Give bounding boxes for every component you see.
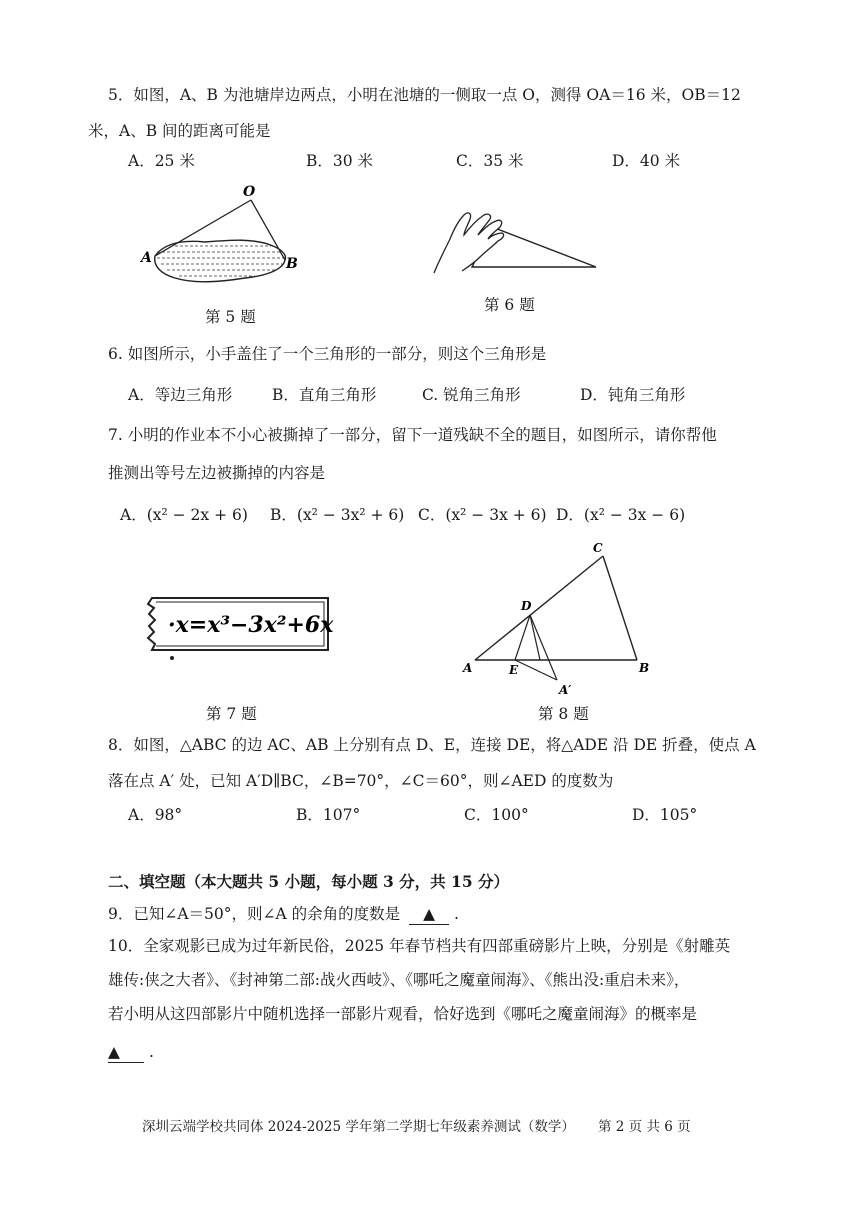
q10-answer-blank: ▲ xyxy=(108,1043,144,1063)
figure-8-label-b: B xyxy=(639,661,650,675)
figure-8-caption: 第 8 题 xyxy=(538,705,589,723)
q5-text-line1: 5．如图，A、B 为池塘岸边两点，小明在池塘的一侧取一点 O，测得 OA＝16 米，OB＝12 xyxy=(108,86,741,104)
q8-option-a: A．98° xyxy=(128,806,183,824)
q5-option-a: A．25 米 xyxy=(128,152,195,170)
q6-option-d: D．钝角三角形 xyxy=(580,386,686,404)
figure-5-pond xyxy=(135,180,315,300)
figure-5-label-a: A xyxy=(141,250,152,266)
footer-page-number: 第 2 页 共 6 页 xyxy=(598,1119,691,1135)
q10-text-line1: 10．全家观影已成为过年新民俗，2025 年春节档共有四部重磅影片上映，分别是《射雕英 xyxy=(108,937,731,955)
figure-8-label-a-prime: A′ xyxy=(559,683,572,697)
q8-text-line2: 落在点 A′ 处，已知 A′D∥BC，∠B=70°，∠C＝60°，则∠AED 的度数为 xyxy=(108,772,614,790)
q5-option-c: C．35 米 xyxy=(456,152,524,170)
q7-option-a: A．(x² − 2x + 6) xyxy=(120,506,248,524)
q9-prompt: 9．已知∠A＝50°，则∠A 的余角的度数是 xyxy=(108,905,401,923)
figure-6-caption: 第 6 题 xyxy=(484,296,535,314)
q9-period: . xyxy=(454,905,459,923)
q6-option-b: B．直角三角形 xyxy=(272,386,377,404)
q7-option-b: B．(x² − 3x² + 6) xyxy=(270,506,405,524)
q5-option-b: B．30 米 xyxy=(306,152,374,170)
figure-8-label-c: C xyxy=(593,541,603,555)
q10-period: . xyxy=(148,1043,154,1061)
q5-option-d: D．40 米 xyxy=(612,152,681,170)
figure-7-caption: 第 7 题 xyxy=(206,705,257,723)
q7-option-d: D．(x² − 3x − 6) xyxy=(556,506,686,524)
figure-7-equation: ·x=x³−3x²+6x xyxy=(168,612,334,638)
q8-option-d: D．105° xyxy=(632,806,698,824)
q9-text xyxy=(108,905,459,925)
q6-option-a: A．等边三角形 xyxy=(128,386,233,404)
figure-5-caption: 第 5 题 xyxy=(205,308,256,326)
figure-8-triangle-fold xyxy=(455,540,670,700)
figure-6-hand-triangle xyxy=(428,205,608,285)
q6-text-line1: 6. 如图所示，小手盖住了一个三角形的一部分，则这个三角形是 xyxy=(108,345,547,363)
q7-text-line1: 7. 小明的作业本不小心被撕掉了一部分，留下一道残缺不全的题目，如图所示，请你帮他 xyxy=(108,426,717,444)
footer-school-exam: 深圳云端学校共同体 2024-2025 学年第二学期七年级素养测试（数学） xyxy=(142,1119,575,1135)
figure-8-label-d: D xyxy=(521,599,532,613)
section-2-heading: 二、填空题（本大题共 5 小题，每小题 3 分，共 15 分） xyxy=(108,872,510,891)
figure-8-label-a: A xyxy=(463,661,473,675)
figure-8-label-e: E xyxy=(509,663,519,677)
q7-text-line2: 推测出等号左边被撕掉的内容是 xyxy=(108,464,326,482)
q5-text-line2: 米，A、B 间的距离可能是 xyxy=(88,122,271,140)
q8-option-c: C．100° xyxy=(464,806,529,824)
q10-text-line3: 若小明从这四部影片中随机选择一部影片观看，恰好选到《哪吒之魔童闹海》的概率是 xyxy=(108,1005,698,1023)
q6-option-c: C. 锐角三角形 xyxy=(422,386,521,404)
figure-5-label-b: B xyxy=(286,256,298,272)
q7-option-c: C．(x² − 3x + 6) xyxy=(418,506,547,524)
q8-option-b: B．107° xyxy=(296,806,361,824)
q10-text-line2: 雄传:侠之大者》、《封神第二部:战火西岐》、《哪吒之魔童闹海》、《熊出没:重启未来》， xyxy=(108,971,690,989)
figure-7-torn-note xyxy=(140,592,340,664)
q9-answer-blank: ▲ xyxy=(409,905,449,925)
q10-answer-line xyxy=(108,1043,154,1063)
q8-text-line1: 8．如图，△ABC 的边 AC、AB 上分别有点 D、E，连接 DE，将△ADE 沿 DE 折叠，使点 A xyxy=(108,736,756,754)
figure-5-label-o: O xyxy=(243,184,256,200)
